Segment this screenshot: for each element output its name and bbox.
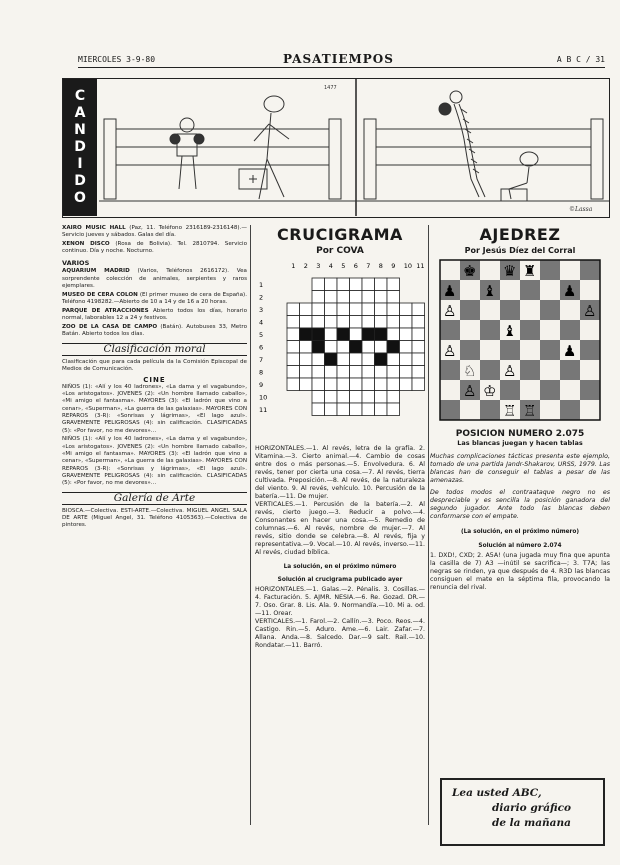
grid-cell bbox=[375, 291, 388, 304]
column-number: 2 bbox=[303, 262, 308, 270]
chess-solution-note: (La solución, en el próximo número) bbox=[460, 529, 580, 535]
grid-cell bbox=[312, 366, 325, 379]
listing-entry: MUSEO DE CERA COLON (El primer museo de cera de España). Teléfono 4198282.—Abierto de 10 a 14 y de 16 a 20 horas. bbox=[62, 291, 247, 306]
chess-piece: ♛ bbox=[503, 262, 517, 280]
label-letter: A bbox=[74, 105, 86, 121]
grid-cell bbox=[400, 328, 413, 341]
grid-cell bbox=[400, 366, 413, 379]
chess-title: AJEDREZ bbox=[479, 225, 561, 244]
grid-cell bbox=[300, 353, 313, 366]
board-square bbox=[520, 360, 540, 380]
column-number: 4 bbox=[328, 262, 333, 270]
grid-cell bbox=[325, 341, 338, 354]
abc-advert bbox=[440, 778, 605, 846]
board-square bbox=[560, 380, 580, 400]
chess-piece: ♔ bbox=[483, 382, 497, 400]
grid-cell bbox=[412, 303, 425, 316]
board-square bbox=[440, 260, 460, 280]
artist-signature: ©Lassa bbox=[569, 206, 593, 213]
board-square bbox=[520, 280, 540, 300]
grid-cell bbox=[350, 328, 363, 341]
grid-cell bbox=[287, 341, 300, 354]
position-number: POSICION NUMERO 2.075 bbox=[455, 429, 585, 439]
grid-cell bbox=[387, 303, 400, 316]
grid-cell bbox=[375, 303, 388, 316]
chess-piece: ♟ bbox=[563, 342, 577, 360]
grid-cell bbox=[375, 366, 388, 379]
board-square bbox=[580, 320, 600, 340]
grid-cell bbox=[387, 378, 400, 391]
svg-text:1477: 1477 bbox=[324, 85, 337, 91]
listing-entry: XAIRO MUSIC HALL (Paz, 11. Teléfono 2316189-2316148).—Servicio jueves y sábados. Galas del día. bbox=[62, 225, 247, 239]
grid-cell bbox=[300, 341, 313, 354]
page-header bbox=[78, 52, 605, 68]
grid-cell bbox=[362, 303, 375, 316]
board-square bbox=[500, 280, 520, 300]
listing-entry: XENON DISCO (Rosa de Bolivia). Tel. 2810794. Servicio continuo. Día y noche. Nocturno. bbox=[62, 241, 247, 255]
grid-cell bbox=[300, 378, 313, 391]
grid-cell bbox=[337, 366, 350, 379]
board-square bbox=[520, 320, 540, 340]
grid-cell bbox=[350, 366, 363, 379]
side-to-move: Las blancas juegan y hacen tablas bbox=[457, 439, 583, 447]
grid-cell bbox=[325, 403, 338, 416]
row-number: 2 bbox=[259, 293, 264, 302]
grid-cell bbox=[387, 403, 400, 416]
grid-cell bbox=[375, 403, 388, 416]
column-number: 8 bbox=[378, 262, 383, 270]
grid-cell bbox=[325, 328, 338, 341]
grid-cell bbox=[312, 328, 325, 341]
grid-cell bbox=[300, 316, 313, 329]
moral-note: Clasificación que para cada película da la Comisión Episcopal de Medios de Comunicación. bbox=[62, 358, 247, 373]
grid-cell bbox=[387, 316, 400, 329]
chess-body: De todos modos el contraataque negro no es despreciable y es sencilla la posición ganadora del segundo jugador. Ante todo las blancas deben conformarse con el empate. bbox=[430, 489, 610, 520]
ad-line: de la mañana bbox=[492, 817, 571, 829]
chess-piece: ♘ bbox=[463, 362, 477, 380]
row-number: 7 bbox=[259, 356, 264, 364]
grid-cell bbox=[337, 291, 350, 304]
grid-cell bbox=[287, 316, 300, 329]
board-square bbox=[580, 400, 600, 420]
board-square bbox=[540, 400, 560, 420]
grid-cell bbox=[400, 303, 413, 316]
chess-intro: Muchas complicaciones tácticas presenta este ejemplo, tomado de una partida Jandr-Shakarov, URSS, 1979. Las blancas han de conseguir el tablas a pesar de las amenazas. bbox=[430, 453, 610, 484]
grid-cell bbox=[337, 391, 350, 404]
grid-cell bbox=[325, 291, 338, 304]
solution-note: La solución, en el próximo número bbox=[283, 564, 397, 570]
row-number: 4 bbox=[259, 318, 264, 327]
grid-cell bbox=[375, 328, 388, 341]
grid-cell bbox=[375, 316, 388, 329]
chess-board bbox=[430, 255, 610, 425]
chess-author: Por Jesús Díez del Corral bbox=[464, 246, 576, 255]
grid-cell bbox=[362, 366, 375, 379]
grid-cell bbox=[362, 391, 375, 404]
board-square bbox=[540, 280, 560, 300]
cine-heading: CINE bbox=[143, 375, 166, 384]
board-square bbox=[460, 280, 480, 300]
board-square bbox=[520, 340, 540, 360]
board-square bbox=[560, 260, 580, 280]
board-square bbox=[500, 380, 520, 400]
board-square bbox=[520, 300, 540, 320]
grid-cell bbox=[312, 278, 325, 291]
grid-cell bbox=[312, 341, 325, 354]
board-square bbox=[480, 300, 500, 320]
label-letter: O bbox=[74, 190, 86, 206]
board-square bbox=[540, 340, 560, 360]
grid-cell bbox=[362, 316, 375, 329]
column-number: 9 bbox=[391, 262, 396, 270]
board-square bbox=[440, 380, 460, 400]
grid-cell bbox=[325, 378, 338, 391]
board-square bbox=[540, 360, 560, 380]
grid-cell bbox=[350, 316, 363, 329]
grid-cell bbox=[362, 328, 375, 341]
board-square bbox=[500, 300, 520, 320]
grid-cell bbox=[350, 278, 363, 291]
crossword-author: Por COVA bbox=[316, 246, 364, 256]
row-number: 8 bbox=[259, 368, 264, 377]
chess-piece: ♖ bbox=[503, 402, 517, 420]
grid-cell bbox=[337, 341, 350, 354]
grid-cell bbox=[375, 341, 388, 354]
grid-cell bbox=[412, 328, 425, 341]
grid-cell bbox=[337, 303, 350, 316]
grid-cell bbox=[337, 403, 350, 416]
board-square bbox=[500, 340, 520, 360]
grid-cell bbox=[400, 353, 413, 366]
grid-cell bbox=[412, 341, 425, 354]
crossword-title: CRUCIGRAMA bbox=[277, 225, 403, 244]
grid-cell bbox=[387, 366, 400, 379]
grid-cell bbox=[350, 353, 363, 366]
grid-cell bbox=[375, 353, 388, 366]
board-square bbox=[580, 380, 600, 400]
grid-cell bbox=[287, 328, 300, 341]
board-square bbox=[460, 400, 480, 420]
grid-cell bbox=[412, 366, 425, 379]
board-square bbox=[560, 300, 580, 320]
comic-strip bbox=[62, 78, 610, 218]
listing-entry: AQUARIUM MADRID (Varios, Teléfonos 2616172). Vea sorprendente colección de animales, serpientes y raros ejemplares. bbox=[62, 268, 247, 290]
previous-solution-title: Solución al crucigrama publicado ayer bbox=[277, 577, 403, 583]
grid-cell bbox=[375, 378, 388, 391]
grid-cell bbox=[325, 391, 338, 404]
board-square bbox=[460, 300, 480, 320]
column-number: 3 bbox=[316, 262, 321, 270]
grid-cell bbox=[325, 316, 338, 329]
board-square bbox=[480, 260, 500, 280]
row-number: 3 bbox=[259, 306, 264, 314]
grid-cell bbox=[312, 378, 325, 391]
grid-cell bbox=[337, 328, 350, 341]
grid-cell bbox=[362, 341, 375, 354]
grid-cell bbox=[325, 353, 338, 366]
grid-cell bbox=[337, 378, 350, 391]
board-square bbox=[480, 320, 500, 340]
board-square bbox=[440, 360, 460, 380]
chess-piece: ♝ bbox=[503, 322, 517, 340]
board-square bbox=[580, 340, 600, 360]
grid-cell bbox=[287, 353, 300, 366]
board-square bbox=[440, 400, 460, 420]
grid-cell bbox=[350, 341, 363, 354]
grid-cell bbox=[387, 291, 400, 304]
label-letter: I bbox=[77, 156, 83, 172]
chess-piece: ♙ bbox=[503, 362, 517, 380]
grid-cell bbox=[325, 278, 338, 291]
grid-cell bbox=[387, 353, 400, 366]
grid-cell bbox=[362, 403, 375, 416]
listing-heading: VARIOS bbox=[62, 258, 90, 267]
grid-cell bbox=[300, 328, 313, 341]
label-letter: D bbox=[74, 173, 86, 189]
grid-cell bbox=[387, 278, 400, 291]
chess-piece: ♖ bbox=[523, 402, 537, 420]
grid-cell bbox=[387, 391, 400, 404]
grid-cell bbox=[387, 341, 400, 354]
grid-cell bbox=[350, 403, 363, 416]
board-square bbox=[580, 260, 600, 280]
issue-date: MIERCOLES 3-9-80 bbox=[78, 55, 156, 64]
listing-entry: ZOO DE LA CASA DE CAMPO (Batán). Autobuses 33, Metro Batán. Abierto todos los días. bbox=[62, 324, 247, 338]
grid-cell bbox=[350, 291, 363, 304]
grid-cell bbox=[312, 316, 325, 329]
grid-cell bbox=[412, 353, 425, 366]
section-title: PASATIEMPOS bbox=[283, 52, 394, 66]
listing-entry: PARQUE DE ATRACCIONES Abierto todos los días, horario normal, laborables 12 a 24 y festivos. bbox=[62, 307, 247, 322]
grid-cell bbox=[287, 366, 300, 379]
chess-piece: ♙ bbox=[583, 302, 597, 320]
board-square bbox=[480, 400, 500, 420]
grid-cell bbox=[350, 303, 363, 316]
chess-piece: ♝ bbox=[483, 282, 497, 300]
grid-cell bbox=[362, 378, 375, 391]
board-square bbox=[560, 320, 580, 340]
grid-cell bbox=[412, 378, 425, 391]
grid-cell bbox=[312, 303, 325, 316]
grid-cell bbox=[337, 278, 350, 291]
clues-vertical: VERTICALES.—1. Percusión de la batería.—2. Al revés, cierto juego.—3. Reducir a polvo.—4. Consonantes en hacer una cosa.—5. Remedio de columnas.—6. Al revés, nombre de mujer.—7. Al revés, sitio donde se celebra.—8. Al revés, fija y representativa.—9. Vocal.—10. Al revés, inverso.—11. Al revés, ciudad bíblica. bbox=[255, 501, 425, 556]
grid-cell bbox=[375, 278, 388, 291]
chess-piece: ♙ bbox=[443, 302, 457, 320]
grid-cell bbox=[287, 378, 300, 391]
ad-line: diario gráfico bbox=[492, 802, 572, 814]
grid-cell bbox=[300, 366, 313, 379]
ad-line: Lea usted ABC, bbox=[452, 787, 542, 799]
grid-cell bbox=[412, 316, 425, 329]
grid-cell bbox=[400, 341, 413, 354]
grid-cell bbox=[362, 278, 375, 291]
grid-cell bbox=[350, 378, 363, 391]
grid-cell bbox=[387, 328, 400, 341]
grid-cell bbox=[362, 291, 375, 304]
grid-cell bbox=[337, 316, 350, 329]
grid-cell bbox=[312, 391, 325, 404]
cine-text: NIÑOS (1): «Alí y los 40 ladrones», «La dama y el vagabundo», «Los aristogatos». JOVENES (2): «Un hombre llamado caballo», «Mi amigo el fantasma». MAYORES (3): «El ladrón que vino a cenar», «Superman», «La guerra de las galaxias». MAYORES CON REPAROS (3-R): «Sonrisas y lágrimas», «El lago azul». GRAVEMENTE PELIGROSAS (4): sin calificación. CLASIFICADAS (5): «Por favor, no me devores»... bbox=[62, 436, 247, 487]
page-number: A B C / 31 bbox=[556, 55, 605, 64]
crossword-section bbox=[255, 225, 425, 650]
board-square bbox=[480, 360, 500, 380]
label-letter: D bbox=[74, 139, 86, 155]
chess-prev-title: Solución al número 2.074 bbox=[478, 543, 562, 549]
grid-cell bbox=[325, 303, 338, 316]
board-square bbox=[540, 320, 560, 340]
column-number: 11 bbox=[416, 262, 425, 270]
grid-cell bbox=[287, 303, 300, 316]
chess-prev-solution: 1. DXD!, CXD; 2. A5A! (una jugada muy fina que apunta la casilla de 7) A3 —inútil se sacrifica—; 3. T7A; las negras se rinden, ya que después de 4. R3D las blancas consiguen el mate en la séptima fila, provocando la renuncia del rival. bbox=[430, 552, 610, 591]
board-square bbox=[580, 360, 600, 380]
chess-section bbox=[430, 225, 610, 592]
chess-piece: ♙ bbox=[463, 382, 477, 400]
arte-text: BIOSCA.—Colectiva. ESTI-ARTE.—Colectiva. MIGUEL ANGEL SALA DE ARTE (Miguel Angel, 31. Teléfono 4105363).—Colectiva de pintores. bbox=[62, 507, 247, 529]
chess-piece: ♟ bbox=[443, 282, 457, 300]
candido-label bbox=[63, 79, 97, 216]
row-number: 6 bbox=[259, 343, 264, 352]
board-square bbox=[540, 300, 560, 320]
chess-piece: ♜ bbox=[523, 262, 537, 280]
cine-text: NIÑOS (1): «Alí y los 40 ladrones», «La dama y el vagabundo», «Los aristogatos». JOVENES (2): «Un hombre llamado caballo», «Mi amigo el fantasma». MAYORES (3): «El ladrón que vino a cenar», «Superman», «La guerra de las galaxias». MAYORES CON REPAROS (3-R): «Sonrisas y lágrimas», «El lago azul». GRAVEMENTE PELIGROSAS (4): sin calificación. CLASIFICADAS (5): «Por favor, no me devores»... bbox=[62, 383, 247, 434]
chess-piece: ♚ bbox=[463, 262, 477, 280]
board-square bbox=[540, 380, 560, 400]
grid-cell bbox=[400, 378, 413, 391]
grid-cell bbox=[325, 366, 338, 379]
arte-banner: Galería de Arte bbox=[62, 492, 247, 505]
previous-solution-horizontal: HORIZONTALES.—1. Galas.—2. Pénalis. 3. Cosillas.—4. Facturación. 5. AJMR. NESIA.—6. Re. Gozad. DR.—7. Oso. Grar. 8. Lis. Ala. 9. Normandía.—10. Mi a. od.—11. Orear. bbox=[255, 586, 425, 617]
grid-cell bbox=[312, 353, 325, 366]
grid-cell bbox=[400, 316, 413, 329]
moral-banner: Clasificación moral bbox=[62, 343, 247, 356]
grid-cell bbox=[312, 403, 325, 416]
column-number: 1 bbox=[291, 262, 296, 270]
row-number: 10 bbox=[259, 393, 268, 402]
comic-drawing bbox=[99, 79, 609, 216]
board-square bbox=[520, 380, 540, 400]
chess-piece: ♙ bbox=[443, 342, 457, 360]
grid-cell bbox=[350, 391, 363, 404]
listings-column bbox=[62, 225, 247, 531]
column-number: 10 bbox=[403, 262, 413, 270]
row-number: 5 bbox=[259, 331, 264, 339]
grid-cell bbox=[375, 391, 388, 404]
board-square bbox=[440, 320, 460, 340]
column-number: 6 bbox=[353, 262, 358, 270]
crossword-grid bbox=[255, 256, 425, 441]
row-number: 9 bbox=[259, 381, 264, 389]
label-letter: N bbox=[74, 122, 86, 138]
clues-horizontal: HORIZONTALES.—1. Al revés, letra de la grafía. 2. Vitamina.—3. Cierto animal.—4. Cambio de cosas entre dos o más personas.—5. Envolvedura. 6. Al revés, tener por cierta una cosa.—7. Al revés, tierra cultivada. Preposición.—8. Al revés, de la naturaleza del viento. 9. Al revés, vehículo. 10. Percusión de la batería.—11. De mujer. bbox=[255, 445, 425, 500]
board-square bbox=[580, 280, 600, 300]
row-number: 1 bbox=[259, 281, 264, 289]
board-square bbox=[460, 340, 480, 360]
chess-piece: ♟ bbox=[563, 282, 577, 300]
label-letter: C bbox=[74, 88, 86, 104]
board-square bbox=[540, 260, 560, 280]
board-square bbox=[480, 340, 500, 360]
grid-cell bbox=[337, 353, 350, 366]
board-square bbox=[460, 320, 480, 340]
grid-cell bbox=[312, 291, 325, 304]
previous-solution-vertical: VERTICALES.—1. Farol.—2. Callín.—3. Poco. Reos.—4. Castigo. Rin.—5. Aduro. Ame.—6. Lair. Zafar.—7. Allana. Anda.—8. Salcedo. Dar.—9 salt. Rail.—10. Rondatar.—11. Barró. bbox=[255, 618, 425, 649]
grid-cell bbox=[300, 303, 313, 316]
board-square bbox=[560, 360, 580, 380]
row-number: 11 bbox=[259, 406, 268, 414]
board-square bbox=[560, 400, 580, 420]
column-number: 5 bbox=[341, 262, 346, 270]
column-number: 7 bbox=[366, 262, 371, 270]
grid-cell bbox=[362, 353, 375, 366]
